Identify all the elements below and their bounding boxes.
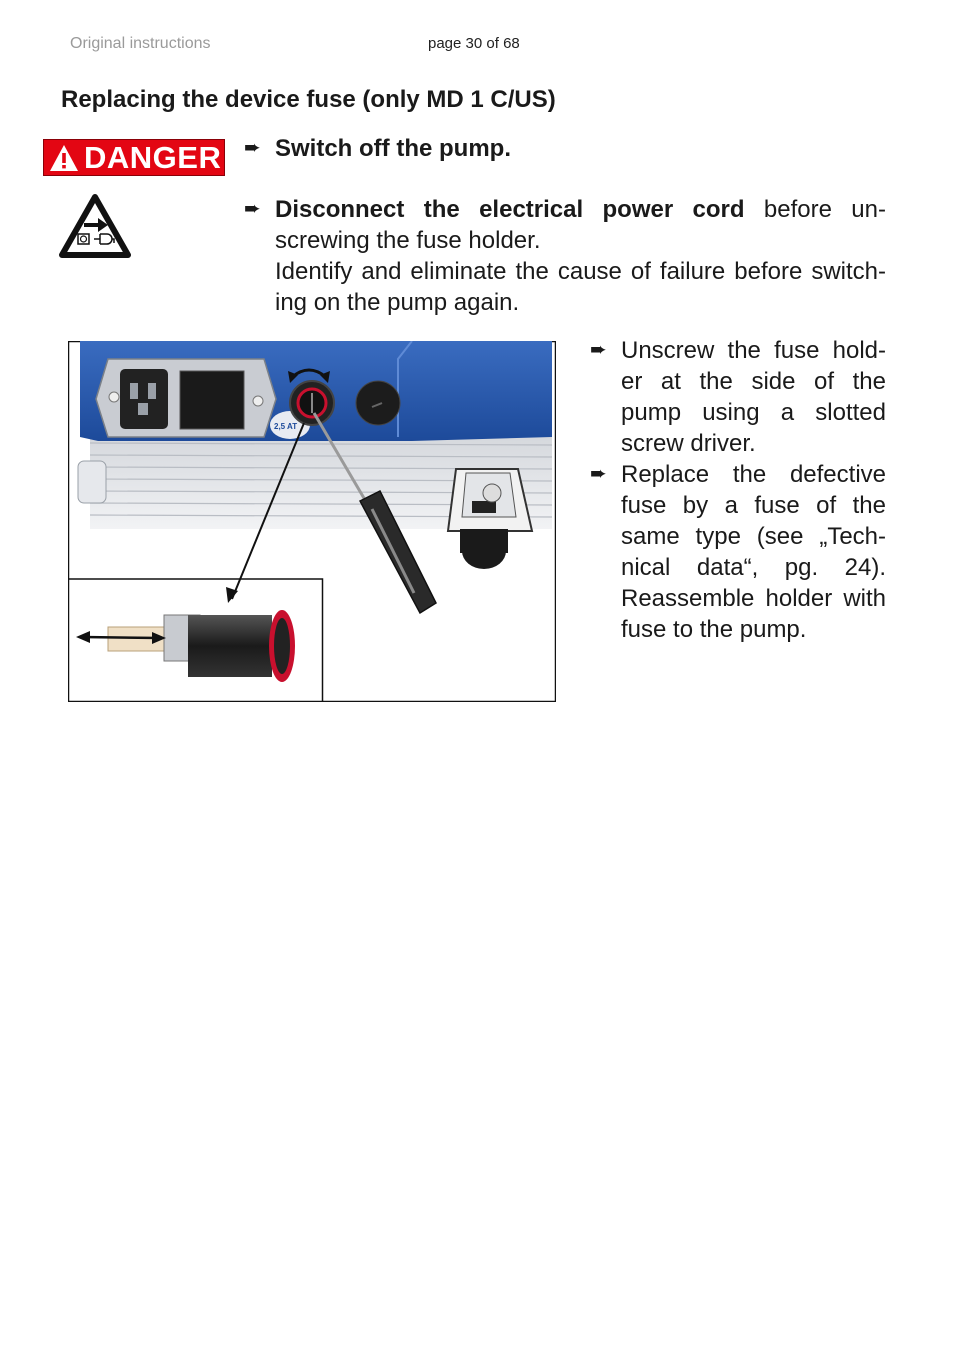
section-title: Replacing the device fuse (only MD 1 C/US)	[61, 86, 556, 113]
step-text: Replace the defective fuse by a fuse of the same type (see „Tech-nical data“, pg. 24). Reassemble holder with fuse to the pump.	[621, 461, 886, 643]
step-text-rest: before un-screwing the fuse holder.	[275, 196, 886, 254]
arrow-bullet-icon: ➨	[244, 137, 261, 159]
warning-triangle-icon	[44, 139, 84, 176]
step-text: Switch off the pump.	[275, 135, 511, 162]
danger-label: DANGER	[84, 140, 222, 175]
arrow-bullet-icon: ➨	[590, 339, 607, 361]
fuse-replacement-figure	[68, 341, 556, 702]
arrow-bullet-icon: ➨	[590, 463, 607, 485]
fuse-rating-label: 2,5 AT	[274, 422, 298, 431]
arrow-bullet-icon: ➨	[244, 198, 261, 220]
danger-badge	[43, 139, 225, 176]
step-text: Unscrew the fuse hold-er at the side of the pump using a slotted screw driver.	[621, 337, 886, 457]
step-text	[275, 194, 886, 318]
page-number: page 30 of 68	[428, 35, 520, 52]
step-text-identify: Identify and eliminate the cause of failure before switch-ing on the pump again.	[275, 258, 886, 316]
unplug-icon	[58, 193, 132, 259]
doc-header-label: Original instructions	[70, 35, 211, 52]
step-text-bold: Disconnect the electrical power cord	[275, 196, 745, 223]
